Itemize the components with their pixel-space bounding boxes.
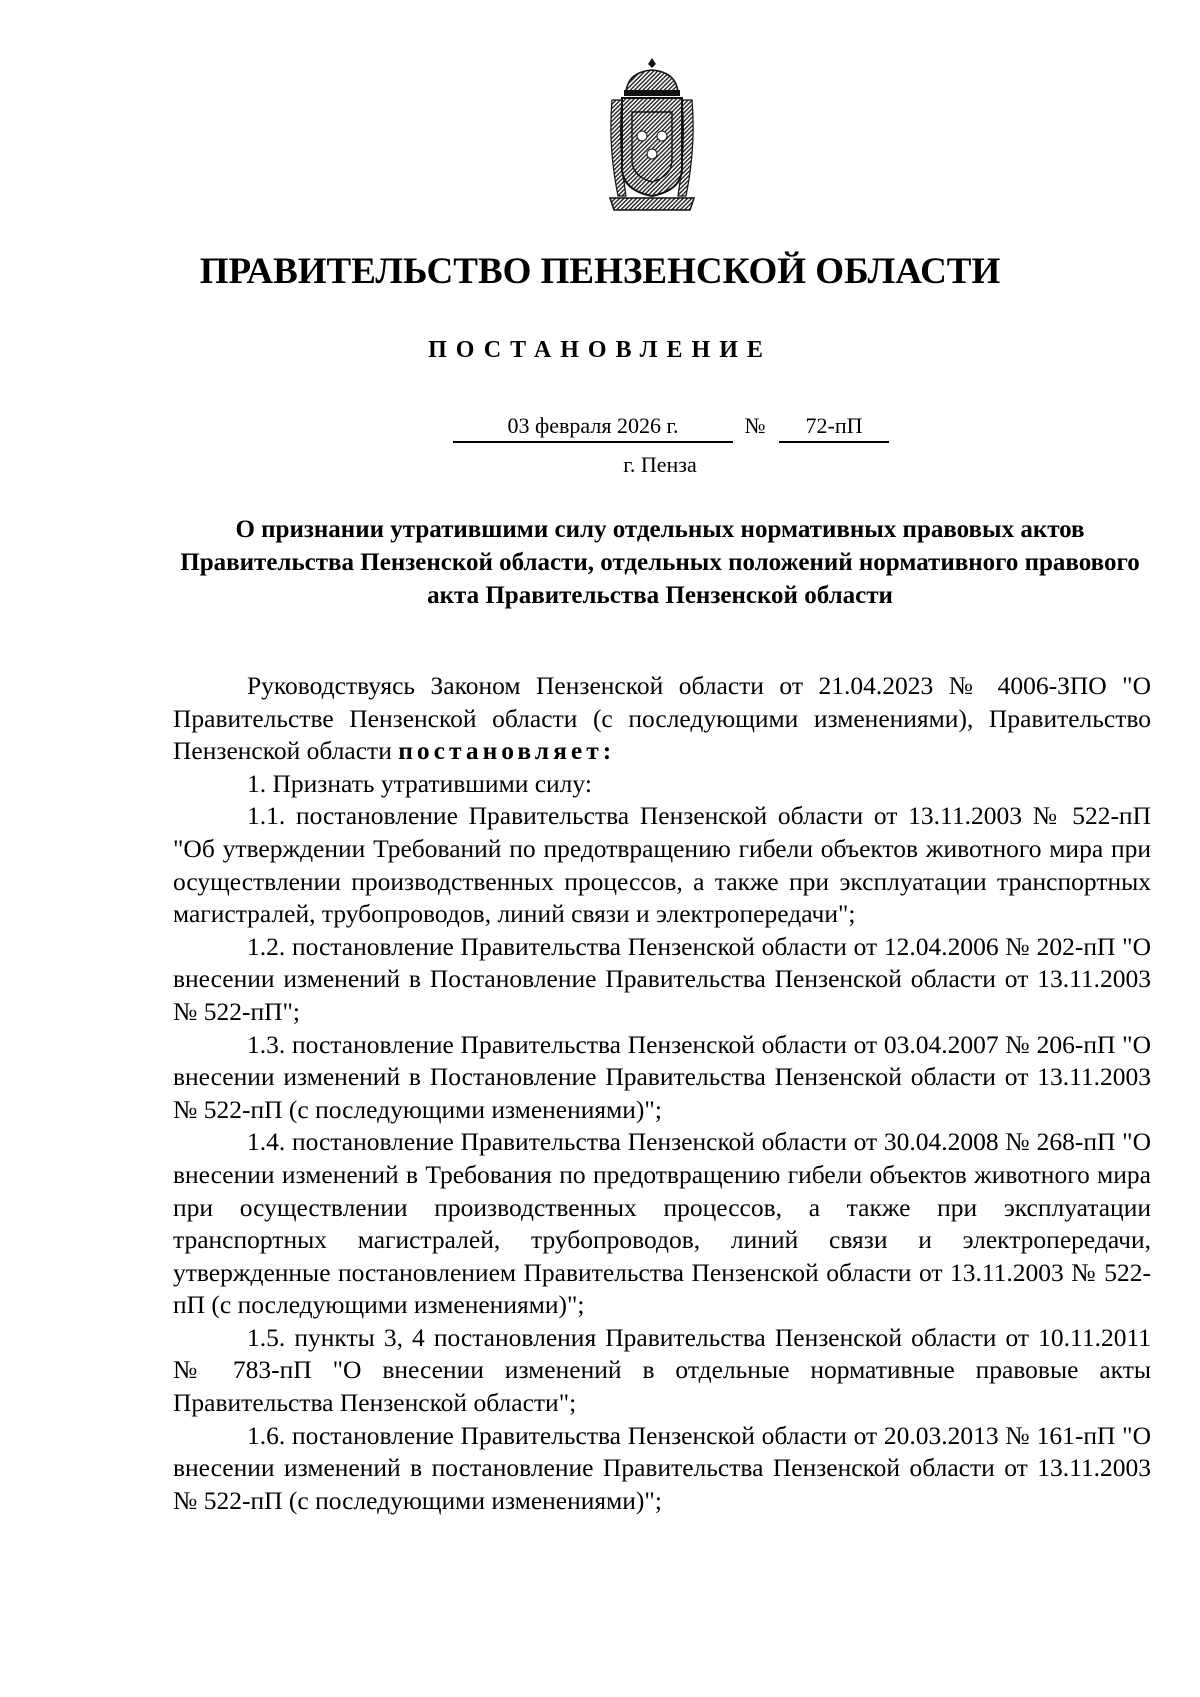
document-type: ПОСТАНОВЛЕНИЕ [428,337,772,363]
item-1-2: 1.2. постановление Правительства Пензенской области от 12.04.2006 № 202-пП "О внесении изменений в Постановление Правительства Пензенской области от 13.11.2003 № 522-пП"; [173,931,1151,1026]
document-city: г. Пенза [623,452,697,477]
coat-of-arms-emblem [604,56,700,213]
document-subject: О признании утратившими силу отдельных нормативных правовых актов Правительства Пензенской области, отдельных положений нормативного правового акта Правительства Пензенской области [180,516,1140,609]
item-1-6: 1.6. постановление Правительства Пензенской области от 20.03.2013 № 161-пП "О внесении изменений в постановление Правительства Пензенской области от 13.11.2003 № 522-пП (с последующими изменениями)"; [173,1420,1151,1515]
item-1-5: 1.5. пункты 3, 4 постановления Правительства Пензенской области от 10.11.2011 № 783-пП "О внесении изменений в отдельные нормативные правовые акты Правительства Пензенской области"; [173,1322,1151,1418]
item-1-1: 1.1. постановление Правительства Пензенской области от 13.11.2003 № 522-пП "Об утверждении Требований по предотвращению гибели объектов животного мира при осуществлении производственных процессов, а также при эксплуатации транспортных магистралей, трубопроводов, линий связи и электропередачи"; [173,801,1151,929]
document-body [173,670,1151,1517]
preamble-paragraph [173,670,1151,768]
document-number: 72-пП [779,411,889,443]
item-1-3: 1.3. постановление Правительства Пензенской области от 03.04.2007 № 206-пП "О внесении изменений в Постановление Правительства Пензенской области от 13.11.2003 № 522-пП (с последующими изменениями)"; [173,1029,1151,1124]
number-sign: № [744,413,766,438]
preamble-text: Руководствуясь Законом Пензенской области от 21.04.2023 № 4006-ЗПО "О Правительстве Пензенской области (с последующими изменениями), Правительство Пензенской области [173,671,1151,766]
organization-title: ПРАВИТЕЛЬСТВО ПЕНЗЕНСКОЙ ОБЛАСТИ [199,251,1001,292]
item-1-4: 1.4. постановление Правительства Пензенской области от 30.04.2008 № 268-пП "О внесении изменений в Требования по предотвращению гибели объектов животного мира при осуществлении производственных процессов, а также при эксплуатации транспортных магистралей, трубопроводов, линий связи и электропередачи, утвержденные постановлением Правительства Пензенской области от 13.11.2003 № 522-пП (с последующими изменениями)"; [173,1127,1151,1320]
document-date: 03 февраля 2026 г. [453,411,733,443]
preamble-action: постановляет: [398,736,616,766]
item-1: 1. Признать утратившими силу: [247,768,592,798]
